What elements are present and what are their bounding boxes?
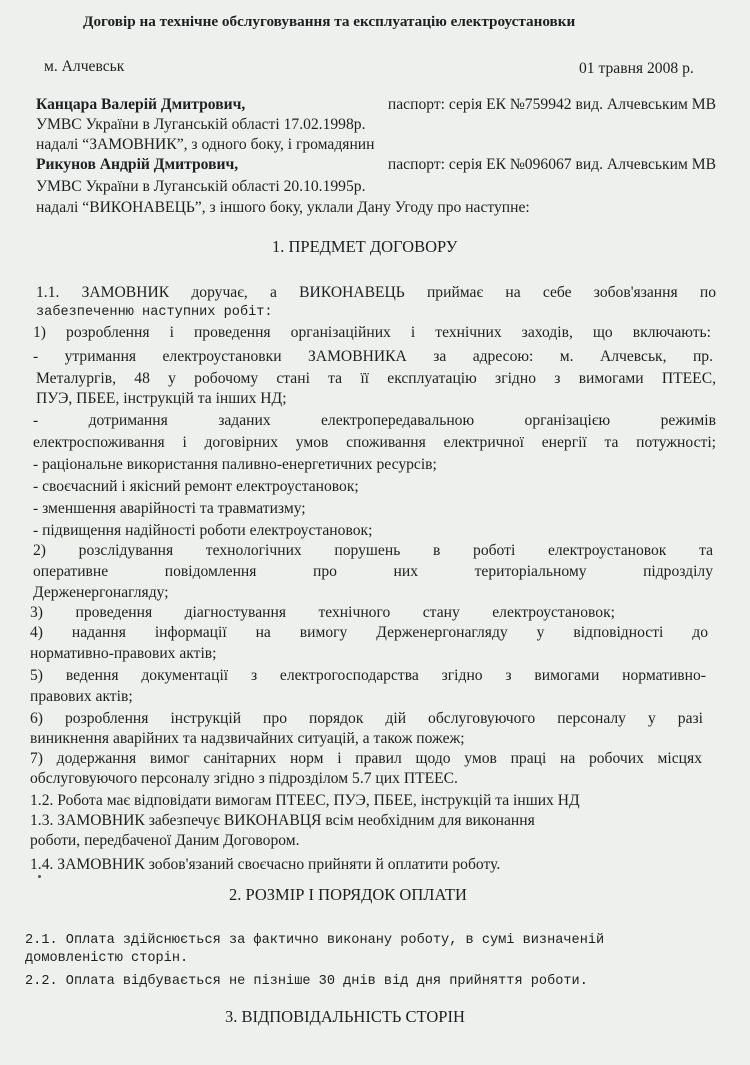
- s1-line: Держенергонагляду;: [33, 584, 169, 601]
- contractor-name: Рикунов Андрій Дмитрович,: [36, 156, 239, 173]
- s1-line: 5) ведення документації з електрогосподарства згідно з вимогами нормативно-: [30, 667, 706, 684]
- s1-line: виникнення аварійних та надзвичайних ситуацій, а також пожеж;: [30, 730, 465, 747]
- s1-line: - своєчасний і якісний ремонт електроустановок;: [33, 478, 359, 495]
- contractor-line-2: УМВС України в Луганській області 20.10.1995р.: [36, 178, 366, 195]
- speck-mark: [38, 875, 41, 878]
- s1-line: оперативне повідомлення про них територіальному підрозділу: [33, 563, 713, 580]
- s2-line: 2.2. Оплата відбувається не пізніше 30 днів від дня прийняття роботи.: [25, 974, 588, 989]
- customer-passport: паспорт: серія ЕК №759942 вид. Алчевським МВ: [387, 96, 716, 113]
- s1-line: - утримання електроустановки ЗАМОВНИКА за адресою: м. Алчевськ, пр.: [33, 348, 713, 365]
- s1-line: 6) розроблення інструкцій про порядок дій обслуговуючого персоналу у разі: [30, 710, 703, 727]
- contract-date: 01 травня 2008 р.: [579, 60, 694, 77]
- s1-line: - дотримання заданих електропередавальною організацією режимів: [33, 412, 716, 429]
- section-3-heading: 3. ВІДПОВІДАЛЬНІСТЬ СТОРІН: [225, 1007, 465, 1026]
- contractor-line-1: [36, 156, 716, 174]
- s1-line: забезпеченню наступних робіт:: [36, 305, 273, 320]
- s1-line: ПУЭ, ПБЕЕ, інструкцій та інших НД;: [36, 390, 287, 407]
- s1-line: 1) розроблення і проведення організаційних і технічних заходів, що включають:: [33, 324, 711, 341]
- customer-line-1: [36, 96, 716, 114]
- s1-line: роботи, передбаченої Даним Договором.: [30, 832, 300, 849]
- s1-line: 7) додержання вимог санітарних норм і правил щодо умов праці на робочих місцях: [30, 750, 702, 767]
- s1-line: 1.4. ЗАМОВНИК зобов'язаний своєчасно прийняти й оплатити роботу.: [30, 856, 501, 873]
- document-title: Договір на технічне обслуговування та експлуатацію електроустановки: [83, 13, 576, 30]
- city: м. Алчевськ: [44, 58, 125, 75]
- s2-line: 2.1. Оплата здійснюється за фактично виконану роботу, в сумі визначеній: [25, 933, 605, 948]
- s1-line: Металургів, 48 у робочому стані та її експлуатацію згідно з вимогами ПТЕЕС,: [36, 370, 716, 387]
- s1-line: 2) розслідування технологічних порушень в роботі електроустановок та: [33, 542, 713, 559]
- customer-name: Канцара Валерій Дмитрович,: [36, 96, 246, 113]
- s2-line: домовленістю сторін.: [25, 951, 189, 966]
- s1-line: електроспоживання і договірних умов споживання електричної енергії та потужності;: [33, 434, 716, 451]
- s1-line: 1.3. ЗАМОВНИК забезпечує ВИКОНАВЦЯ всім необхідним для виконання: [30, 812, 535, 829]
- s1-line: - зменшення аварійності та травматизму;: [33, 500, 306, 517]
- s1-line: - підвищення надійності роботи електроустановок;: [33, 522, 373, 539]
- s1-line: 1.1. ЗАМОВНИК доручає, а ВИКОНАВЕЦЬ приймає на себе зобов'язання по: [36, 284, 716, 301]
- s1-line: 4) надання інформації на вимогу Держенергонагляду у відповідності до: [30, 624, 708, 641]
- s1-line: 3) проведення діагностування технічного стану електроустановок;: [30, 604, 615, 621]
- contractor-passport: паспорт: серія ЕК №096067 вид. Алчевським МВ: [387, 156, 716, 173]
- s1-line: нормативно-правових актів;: [30, 645, 217, 662]
- customer-line-2: УМВС України в Луганській області 17.02.1998р.: [36, 116, 366, 133]
- s1-line: - раціональне використання паливно-енергетичних ресурсів;: [33, 456, 437, 473]
- section-1-heading: 1. ПРЕДМЕТ ДОГОВОРУ: [272, 237, 458, 256]
- s1-line: 1.2. Робота має відповідати вимогам ПТЕЕС, ПУЭ, ПБЕЕ, інструкцій та інших НД: [30, 792, 580, 809]
- contractor-line-3: надалі “ВИКОНАВЕЦЬ”, з іншого боку, уклали Дану Угоду про наступне:: [36, 199, 530, 216]
- s1-line: обслуговуючого персоналу згідно з підрозділом 5.7 цих ПТЕЕС.: [30, 770, 458, 787]
- customer-line-3: надалі “ЗАМОВНИК”, з одного боку, і громадянин: [36, 136, 375, 153]
- section-2-heading: 2. РОЗМІР І ПОРЯДОК ОПЛАТИ: [229, 885, 467, 904]
- s1-line: правових актів;: [30, 688, 133, 705]
